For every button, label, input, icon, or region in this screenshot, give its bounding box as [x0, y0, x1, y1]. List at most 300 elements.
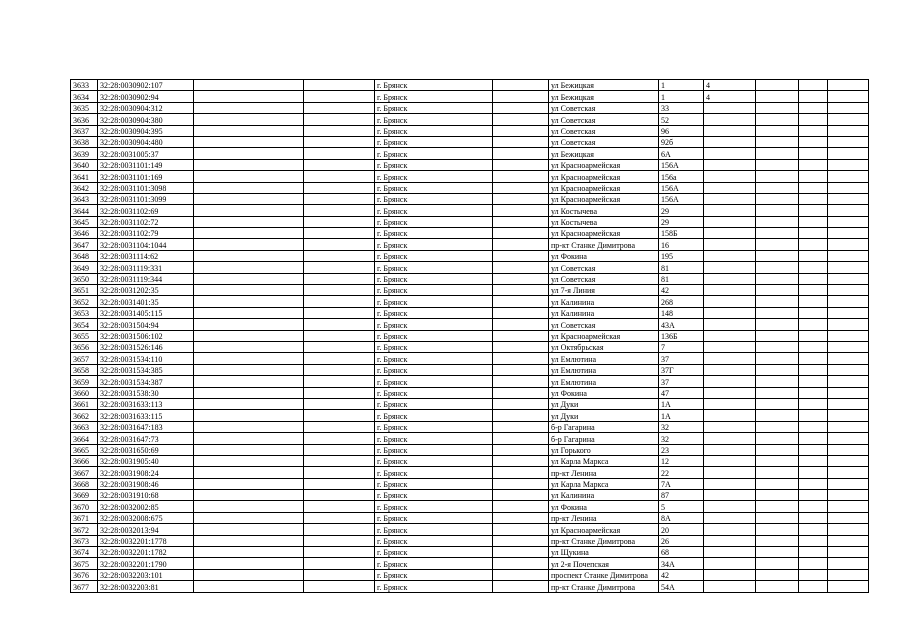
table-row	[71, 319, 869, 330]
building-cell	[704, 102, 756, 113]
empty-cell	[304, 421, 375, 432]
empty-cell	[304, 296, 375, 307]
empty-cell	[493, 398, 549, 409]
street-cell: ул Карла Маркса	[549, 478, 659, 489]
table-row	[71, 307, 869, 318]
table-row	[71, 410, 869, 421]
street-cell: ул Красноармейская	[549, 330, 659, 341]
table-row	[71, 182, 869, 193]
empty-cell	[304, 182, 375, 193]
street-cell: ул Фокина	[549, 250, 659, 261]
empty-cell	[194, 569, 304, 580]
empty-cell	[194, 376, 304, 387]
house-number-cell: 195	[659, 250, 704, 261]
empty-cell	[799, 376, 828, 387]
house-number-cell: 47	[659, 387, 704, 398]
house-number-cell: 42	[659, 569, 704, 580]
empty-cell	[828, 524, 869, 535]
cadastral-number-cell: 32:28:0031506:102	[98, 330, 194, 341]
house-number-cell: 5	[659, 501, 704, 512]
cadastral-number-cell: 32:28:0030904:380	[98, 114, 194, 125]
street-cell: проспект Станке Димитрова	[549, 569, 659, 580]
empty-cell	[756, 80, 799, 91]
empty-cell	[799, 239, 828, 250]
row-number-cell: 3666	[71, 455, 98, 466]
city-cell: г. Брянск	[375, 171, 493, 182]
empty-cell	[493, 490, 549, 501]
city-cell: г. Брянск	[375, 501, 493, 512]
empty-cell	[828, 319, 869, 330]
empty-cell	[304, 114, 375, 125]
empty-cell	[828, 205, 869, 216]
empty-cell	[304, 501, 375, 512]
empty-cell	[194, 455, 304, 466]
building-cell	[704, 410, 756, 421]
building-cell	[704, 364, 756, 375]
table-row	[71, 285, 869, 296]
house-number-cell: 1А	[659, 398, 704, 409]
cadastral-number-cell: 32:28:0032201:1790	[98, 558, 194, 569]
empty-cell	[799, 114, 828, 125]
cadastral-number-cell: 32:28:0031905:40	[98, 455, 194, 466]
empty-cell	[194, 159, 304, 170]
row-number-cell: 3656	[71, 341, 98, 352]
city-cell: г. Брянск	[375, 558, 493, 569]
empty-cell	[493, 102, 549, 113]
building-cell	[704, 398, 756, 409]
city-cell: г. Брянск	[375, 136, 493, 147]
empty-cell	[756, 433, 799, 444]
street-cell: ул Фокина	[549, 501, 659, 512]
building-cell	[704, 125, 756, 136]
street-cell: ул Красноармейская	[549, 182, 659, 193]
city-cell: г. Брянск	[375, 535, 493, 546]
city-cell: г. Брянск	[375, 250, 493, 261]
empty-cell	[799, 205, 828, 216]
row-number-cell: 3647	[71, 239, 98, 250]
house-number-cell: 1	[659, 80, 704, 91]
table-row	[71, 205, 869, 216]
empty-cell	[493, 91, 549, 102]
empty-cell	[493, 125, 549, 136]
empty-cell	[799, 171, 828, 182]
empty-cell	[493, 455, 549, 466]
empty-cell	[799, 569, 828, 580]
table-row	[71, 273, 869, 284]
empty-cell	[828, 376, 869, 387]
row-number-cell: 3652	[71, 296, 98, 307]
empty-cell	[756, 455, 799, 466]
row-number-cell: 3671	[71, 512, 98, 523]
empty-cell	[799, 193, 828, 204]
empty-cell	[799, 91, 828, 102]
city-cell: г. Брянск	[375, 547, 493, 558]
empty-cell	[194, 262, 304, 273]
table-row	[71, 114, 869, 125]
empty-cell	[304, 125, 375, 136]
empty-cell	[756, 296, 799, 307]
empty-cell	[194, 387, 304, 398]
empty-cell	[304, 387, 375, 398]
empty-cell	[756, 136, 799, 147]
row-number-cell: 3650	[71, 273, 98, 284]
empty-cell	[828, 410, 869, 421]
row-number-cell: 3645	[71, 216, 98, 227]
building-cell	[704, 569, 756, 580]
empty-cell	[304, 171, 375, 182]
city-cell: г. Брянск	[375, 387, 493, 398]
row-number-cell: 3643	[71, 193, 98, 204]
empty-cell	[194, 114, 304, 125]
house-number-cell: 8А	[659, 512, 704, 523]
building-cell	[704, 273, 756, 284]
table-row	[71, 581, 869, 592]
cadastral-number-cell: 32:28:0032008:675	[98, 512, 194, 523]
empty-cell	[756, 490, 799, 501]
cadastral-number-cell: 32:28:0030904:395	[98, 125, 194, 136]
cadastral-number-cell: 32:28:0031119:331	[98, 262, 194, 273]
table-row	[71, 490, 869, 501]
empty-cell	[493, 512, 549, 523]
table-row	[71, 558, 869, 569]
empty-cell	[828, 433, 869, 444]
empty-cell	[756, 398, 799, 409]
empty-cell	[756, 159, 799, 170]
empty-cell	[828, 182, 869, 193]
empty-cell	[756, 330, 799, 341]
empty-cell	[493, 467, 549, 478]
house-number-cell: 158Б	[659, 228, 704, 239]
empty-cell	[828, 136, 869, 147]
table-row	[71, 296, 869, 307]
street-cell: ул Советская	[549, 114, 659, 125]
table-row	[71, 330, 869, 341]
table-row	[71, 262, 869, 273]
city-cell: г. Брянск	[375, 398, 493, 409]
empty-cell	[194, 467, 304, 478]
city-cell: г. Брянск	[375, 353, 493, 364]
cadastral-number-cell: 32:28:0031633:115	[98, 410, 194, 421]
building-cell	[704, 490, 756, 501]
house-number-cell: 26	[659, 535, 704, 546]
empty-cell	[194, 421, 304, 432]
empty-cell	[828, 547, 869, 558]
table-row	[71, 421, 869, 432]
cadastral-number-cell: 32:28:0031102:69	[98, 205, 194, 216]
empty-cell	[756, 114, 799, 125]
empty-cell	[799, 285, 828, 296]
empty-cell	[493, 478, 549, 489]
empty-cell	[493, 376, 549, 387]
empty-cell	[194, 91, 304, 102]
building-cell	[704, 285, 756, 296]
city-cell: г. Брянск	[375, 262, 493, 273]
empty-cell	[493, 193, 549, 204]
empty-cell	[799, 136, 828, 147]
table-row	[71, 478, 869, 489]
house-number-cell: 16	[659, 239, 704, 250]
table-row	[71, 125, 869, 136]
cadastral-number-cell: 32:28:0031405:115	[98, 307, 194, 318]
cadastral-number-cell: 32:28:0031101:149	[98, 159, 194, 170]
table-row	[71, 148, 869, 159]
empty-cell	[756, 387, 799, 398]
empty-cell	[756, 376, 799, 387]
house-number-cell: 37Г	[659, 364, 704, 375]
building-cell	[704, 171, 756, 182]
building-cell	[704, 330, 756, 341]
empty-cell	[799, 273, 828, 284]
empty-cell	[493, 171, 549, 182]
table-row	[71, 250, 869, 261]
city-cell: г. Брянск	[375, 512, 493, 523]
empty-cell	[194, 330, 304, 341]
empty-cell	[194, 273, 304, 284]
empty-cell	[304, 455, 375, 466]
row-number-cell: 3672	[71, 524, 98, 535]
city-cell: г. Брянск	[375, 376, 493, 387]
empty-cell	[304, 364, 375, 375]
cadastral-number-cell: 32:28:0032013:94	[98, 524, 194, 535]
empty-cell	[493, 581, 549, 592]
street-cell: пр-кт Станке Димитрова	[549, 239, 659, 250]
empty-cell	[304, 307, 375, 318]
empty-cell	[799, 182, 828, 193]
empty-cell	[194, 228, 304, 239]
house-number-cell: 23	[659, 444, 704, 455]
empty-cell	[304, 136, 375, 147]
empty-cell	[304, 239, 375, 250]
empty-cell	[304, 569, 375, 580]
table-row	[71, 398, 869, 409]
cadastral-number-cell: 32:28:0031534:385	[98, 364, 194, 375]
house-number-cell: 32	[659, 433, 704, 444]
street-cell: ул 2-я Почепская	[549, 558, 659, 569]
empty-cell	[194, 80, 304, 91]
cadastral-number-cell: 32:28:0031401:35	[98, 296, 194, 307]
table-row	[71, 364, 869, 375]
empty-cell	[304, 547, 375, 558]
cadastral-number-cell: 32:28:0031538:30	[98, 387, 194, 398]
empty-cell	[828, 228, 869, 239]
empty-cell	[493, 285, 549, 296]
empty-cell	[828, 102, 869, 113]
empty-cell	[828, 307, 869, 318]
empty-cell	[828, 467, 869, 478]
city-cell: г. Брянск	[375, 205, 493, 216]
empty-cell	[828, 285, 869, 296]
building-cell	[704, 182, 756, 193]
building-cell	[704, 421, 756, 432]
empty-cell	[304, 205, 375, 216]
cadastral-number-cell: 32:28:0031534:110	[98, 353, 194, 364]
city-cell: г. Брянск	[375, 433, 493, 444]
city-cell: г. Брянск	[375, 125, 493, 136]
empty-cell	[756, 501, 799, 512]
house-number-cell: 29	[659, 216, 704, 227]
building-cell	[704, 455, 756, 466]
cadastral-number-cell: 32:28:0032201:1778	[98, 535, 194, 546]
house-number-cell: 7	[659, 341, 704, 352]
empty-cell	[493, 262, 549, 273]
city-cell: г. Брянск	[375, 296, 493, 307]
row-number-cell: 3668	[71, 478, 98, 489]
empty-cell	[756, 547, 799, 558]
table-row	[71, 239, 869, 250]
row-number-cell: 3649	[71, 262, 98, 273]
empty-cell	[828, 490, 869, 501]
empty-cell	[304, 262, 375, 273]
building-cell	[704, 216, 756, 227]
empty-cell	[828, 455, 869, 466]
city-cell: г. Брянск	[375, 455, 493, 466]
city-cell: г. Брянск	[375, 330, 493, 341]
cadastral-number-cell: 32:28:0031102:72	[98, 216, 194, 227]
city-cell: г. Брянск	[375, 285, 493, 296]
empty-cell	[799, 581, 828, 592]
empty-cell	[493, 159, 549, 170]
house-number-cell: 12	[659, 455, 704, 466]
empty-cell	[756, 239, 799, 250]
city-cell: г. Брянск	[375, 410, 493, 421]
empty-cell	[493, 501, 549, 512]
cadastral-number-cell: 32:28:0030904:480	[98, 136, 194, 147]
empty-cell	[194, 581, 304, 592]
row-number-cell: 3664	[71, 433, 98, 444]
table-body	[71, 80, 869, 593]
empty-cell	[493, 524, 549, 535]
building-cell	[704, 136, 756, 147]
building-cell	[704, 307, 756, 318]
house-number-cell: 33	[659, 102, 704, 113]
street-cell: ул Советская	[549, 136, 659, 147]
empty-cell	[304, 148, 375, 159]
empty-cell	[194, 250, 304, 261]
empty-cell	[304, 285, 375, 296]
empty-cell	[756, 444, 799, 455]
cadastral-number-cell: 32:28:0031910:68	[98, 490, 194, 501]
table-row	[71, 501, 869, 512]
empty-cell	[828, 398, 869, 409]
building-cell: 4	[704, 91, 756, 102]
empty-cell	[799, 296, 828, 307]
empty-cell	[828, 250, 869, 261]
empty-cell	[756, 569, 799, 580]
street-cell: ул Костычева	[549, 205, 659, 216]
house-number-cell: 37	[659, 376, 704, 387]
empty-cell	[799, 307, 828, 318]
street-cell: ул Советская	[549, 102, 659, 113]
empty-cell	[194, 535, 304, 546]
house-number-cell: 1	[659, 91, 704, 102]
empty-cell	[194, 512, 304, 523]
house-number-cell: 156А	[659, 193, 704, 204]
empty-cell	[799, 398, 828, 409]
empty-cell	[304, 159, 375, 170]
cadastral-number-cell: 32:28:0031633:113	[98, 398, 194, 409]
row-number-cell: 3665	[71, 444, 98, 455]
table-row	[71, 444, 869, 455]
empty-cell	[493, 433, 549, 444]
row-number-cell: 3676	[71, 569, 98, 580]
empty-cell	[799, 159, 828, 170]
cadastral-number-cell: 32:28:0031119:344	[98, 273, 194, 284]
street-cell: б-р Гагарина	[549, 433, 659, 444]
empty-cell	[799, 501, 828, 512]
empty-cell	[799, 433, 828, 444]
building-cell	[704, 193, 756, 204]
empty-cell	[799, 512, 828, 523]
empty-cell	[304, 353, 375, 364]
street-cell: ул Дуки	[549, 410, 659, 421]
empty-cell	[828, 341, 869, 352]
city-cell: г. Брянск	[375, 307, 493, 318]
empty-cell	[304, 512, 375, 523]
empty-cell	[828, 353, 869, 364]
city-cell: г. Брянск	[375, 444, 493, 455]
empty-cell	[799, 535, 828, 546]
empty-cell	[493, 114, 549, 125]
house-number-cell: 81	[659, 273, 704, 284]
empty-cell	[799, 524, 828, 535]
row-number-cell: 3653	[71, 307, 98, 318]
empty-cell	[493, 216, 549, 227]
empty-cell	[756, 262, 799, 273]
building-cell	[704, 353, 756, 364]
empty-cell	[194, 410, 304, 421]
empty-cell	[194, 444, 304, 455]
building-cell	[704, 535, 756, 546]
empty-cell	[194, 501, 304, 512]
empty-cell	[828, 364, 869, 375]
empty-cell	[194, 364, 304, 375]
table-row	[71, 467, 869, 478]
empty-cell	[493, 228, 549, 239]
row-number-cell: 3633	[71, 80, 98, 91]
empty-cell	[828, 114, 869, 125]
property-register-table	[70, 79, 869, 593]
house-number-cell: 81	[659, 262, 704, 273]
table-row	[71, 524, 869, 535]
empty-cell	[194, 239, 304, 250]
empty-cell	[756, 273, 799, 284]
empty-cell	[799, 330, 828, 341]
building-cell	[704, 547, 756, 558]
city-cell: г. Брянск	[375, 421, 493, 432]
empty-cell	[304, 216, 375, 227]
empty-cell	[304, 490, 375, 501]
table-row	[71, 159, 869, 170]
house-number-cell: 20	[659, 524, 704, 535]
building-cell	[704, 319, 756, 330]
row-number-cell: 3677	[71, 581, 98, 592]
empty-cell	[194, 171, 304, 182]
house-number-cell: 7А	[659, 478, 704, 489]
table-row	[71, 91, 869, 102]
row-number-cell: 3640	[71, 159, 98, 170]
table-row	[71, 102, 869, 113]
empty-cell	[493, 319, 549, 330]
cadastral-number-cell: 32:28:0031908:46	[98, 478, 194, 489]
empty-cell	[194, 341, 304, 352]
row-number-cell: 3651	[71, 285, 98, 296]
row-number-cell: 3634	[71, 91, 98, 102]
cadastral-number-cell: 32:28:0032002:85	[98, 501, 194, 512]
cadastral-number-cell: 32:28:0031647:183	[98, 421, 194, 432]
empty-cell	[828, 558, 869, 569]
empty-cell	[799, 455, 828, 466]
empty-cell	[304, 444, 375, 455]
